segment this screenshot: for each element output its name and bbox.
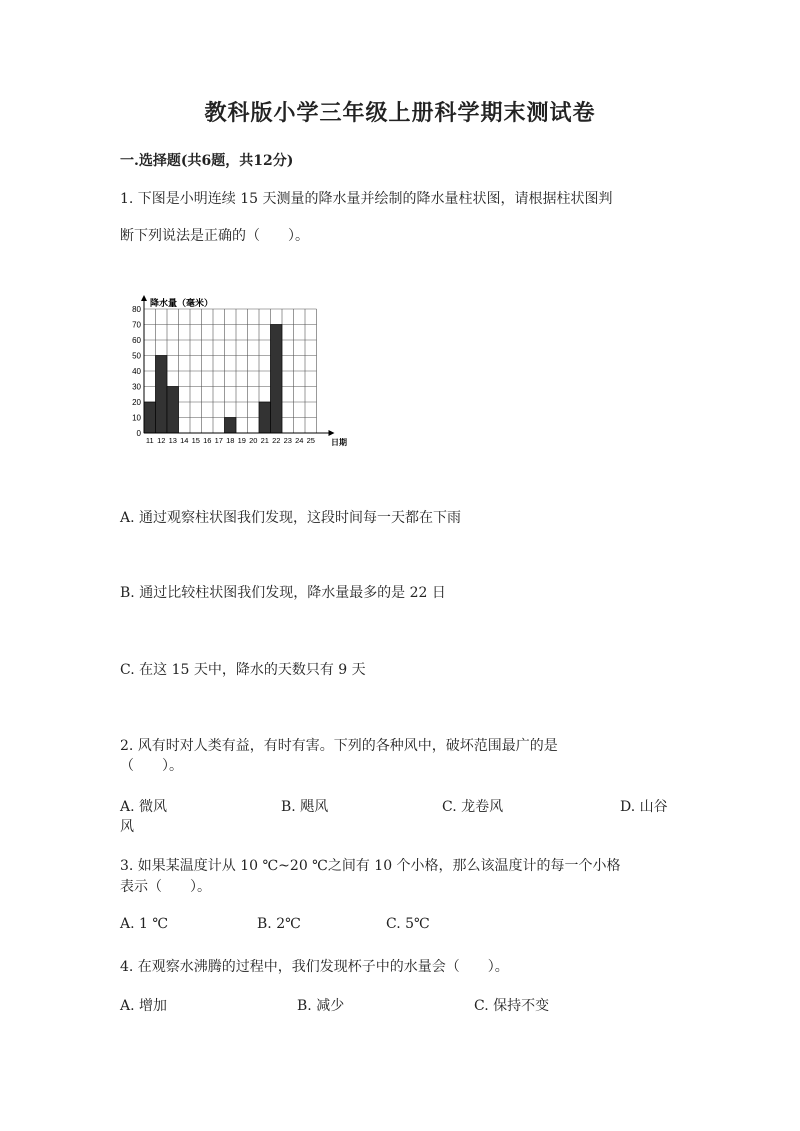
- x-tick-label: 15: [191, 436, 200, 445]
- question-3-text-line1: 3. 如果某温度计从 10 ℃~20 ℃之间有 10 个小格，那么该温度计的每一个小格: [120, 858, 621, 874]
- x-tick-label: 25: [306, 436, 315, 445]
- y-axis-label: 降水量（毫米）: [150, 298, 214, 308]
- question-1-text-line2: 断下列说法是正确的（ ）。: [120, 228, 309, 244]
- question-2-text-line2: （ ）。: [120, 758, 183, 774]
- y-tick-label: 50: [132, 351, 141, 361]
- q3-option-b: B. 2℃: [257, 916, 301, 932]
- bar-22: [271, 325, 283, 434]
- x-axis-arrow: [329, 430, 335, 436]
- x-tick-label: 20: [249, 436, 258, 445]
- precipitation-bar-chart: [130, 292, 360, 452]
- q1-option-a: A. 通过观察柱状图我们发现，这段时间每一天都在下雨: [120, 510, 462, 526]
- q2-option-c: C. 龙卷风: [442, 799, 504, 815]
- q3-option-c: C. 5℃: [386, 916, 430, 932]
- x-tick-label: 11: [145, 436, 154, 445]
- x-tick-label: 21: [260, 436, 269, 445]
- y-tick-label: 10: [132, 413, 141, 423]
- q2-option-d-wrap: 风: [120, 819, 134, 835]
- q4-option-a: A. 增加: [120, 998, 168, 1014]
- y-tick-label: 30: [132, 382, 141, 392]
- y-tick-label: 40: [132, 367, 141, 376]
- section-heading: 一.选择题(共6题，共12分): [120, 153, 294, 169]
- chart-x-ticks: [146, 436, 315, 445]
- y-tick-label: 0: [136, 429, 141, 438]
- x-tick-label: 23: [283, 436, 292, 445]
- chart-y-ticks: [132, 305, 141, 438]
- x-tick-label: 17: [214, 436, 223, 445]
- question-1-text-line1: 1. 下图是小明连续 15 天测量的降水量并绘制的降水量柱状图，请根据柱状图判: [120, 191, 613, 207]
- q2-option-a: A. 微风: [120, 799, 168, 815]
- question-3-text-line2: 表示（ ）。: [120, 879, 211, 895]
- x-tick-label: 18: [226, 436, 235, 445]
- q4-option-b: B. 减少: [297, 998, 345, 1014]
- x-tick-label: 16: [203, 436, 212, 445]
- y-tick-label: 20: [132, 398, 141, 407]
- q3-option-a: A. 1 ℃: [120, 916, 169, 932]
- y-tick-label: 60: [132, 336, 141, 345]
- bar-18: [225, 418, 237, 434]
- q1-option-b: B. 通过比较柱状图我们发现，降水量最多的是 22 日: [120, 585, 446, 601]
- bar-11: [144, 402, 156, 433]
- x-tick-label: 14: [180, 436, 189, 445]
- x-tick-label: 24: [295, 436, 304, 445]
- question-2-text-line1: 2. 风有时对人类有益，有时有害。下列的各种风中，破坏范围最广的是: [120, 738, 558, 754]
- bar-12: [156, 356, 168, 434]
- x-tick-label: 12: [157, 436, 166, 445]
- y-axis-arrow: [141, 295, 147, 301]
- q4-option-c: C. 保持不变: [474, 998, 550, 1014]
- q2-option-d: D. 山谷: [620, 799, 668, 815]
- page-title: 教科版小学三年级上册科学期末测试卷: [204, 100, 596, 126]
- y-tick-label: 80: [132, 305, 141, 314]
- y-tick-label: 70: [132, 320, 141, 330]
- x-tick-label: 13: [168, 436, 177, 445]
- q2-option-b: B. 飓风: [281, 799, 329, 815]
- bar-21: [259, 402, 271, 433]
- question-4-text: 4. 在观察水沸腾的过程中，我们发现杯子中的水量会（ ）。: [120, 959, 509, 975]
- x-axis-label: 日期: [331, 438, 347, 447]
- bar-13: [167, 387, 179, 434]
- q1-option-c: C. 在这 15 天中，降水的天数只有 9 天: [120, 662, 366, 678]
- x-tick-label: 22: [272, 436, 281, 445]
- x-tick-label: 19: [237, 436, 246, 445]
